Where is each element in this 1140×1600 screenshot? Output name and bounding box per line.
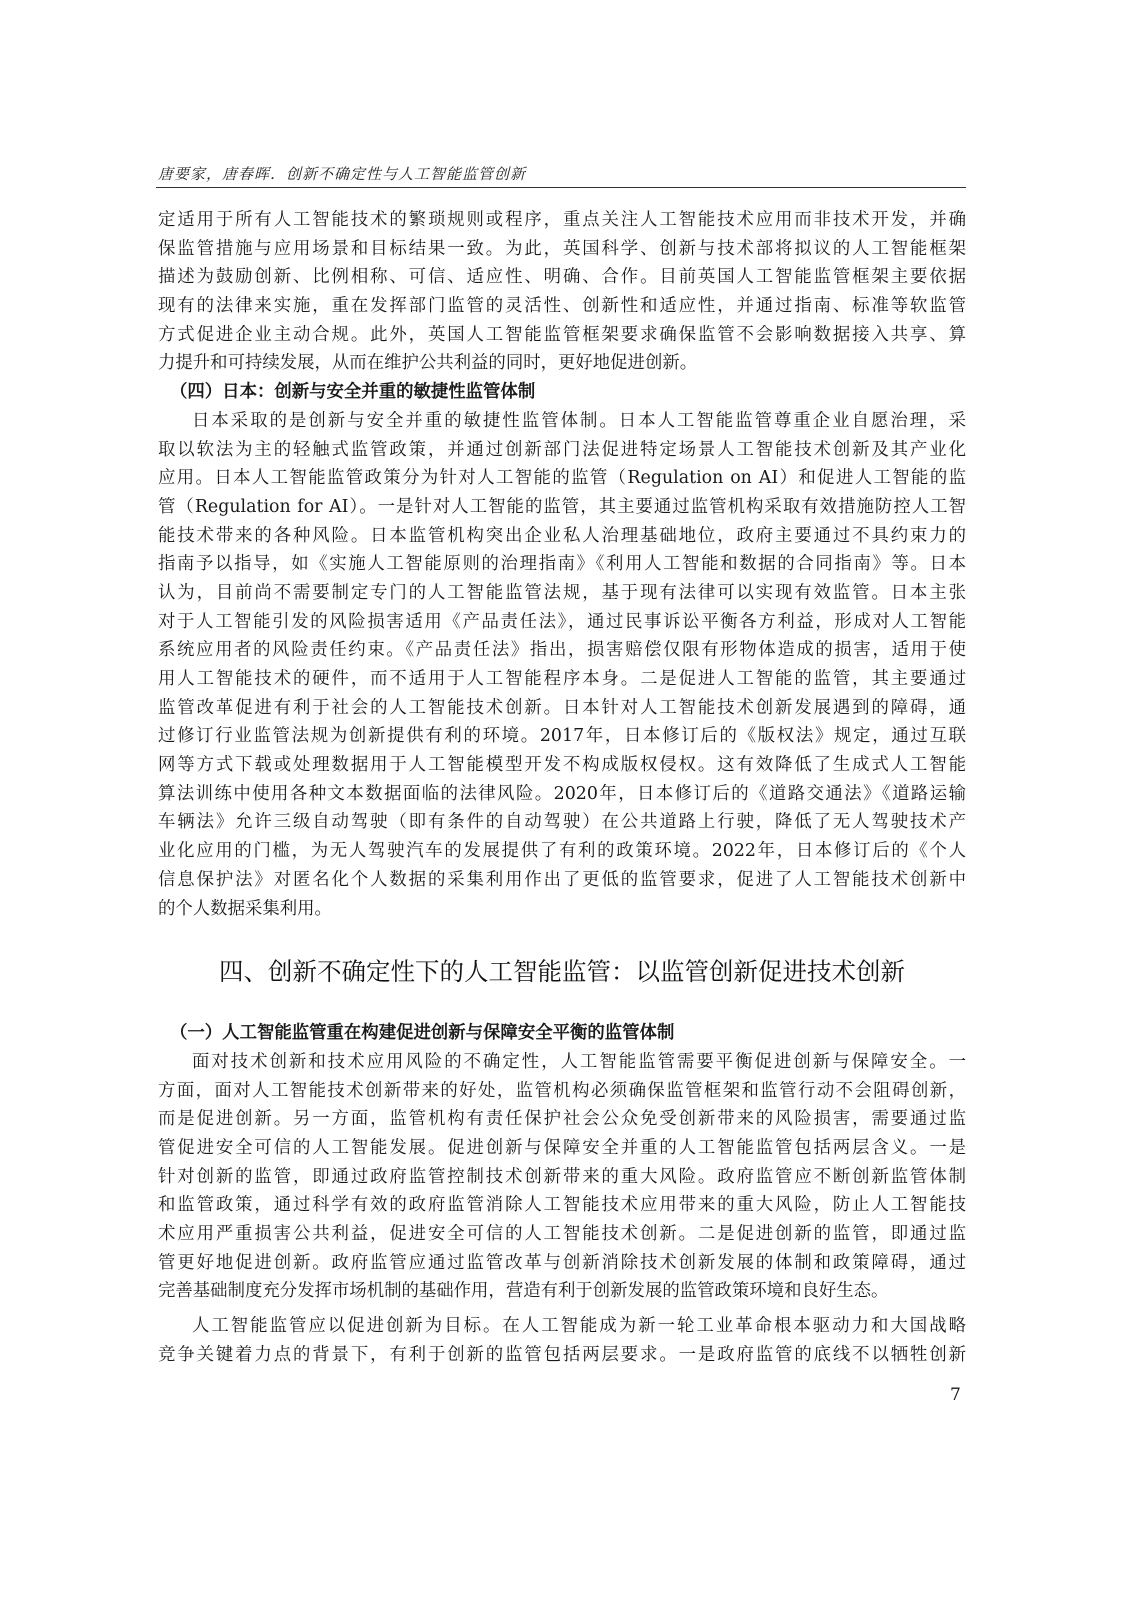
- paragraph-uk: [158, 206, 966, 378]
- text-line: 管更好地促进创新。政府监管应通过监管改革与创新消除技术创新发展的体制和政策障碍，通过: [158, 1252, 966, 1273]
- text-line: 管促进安全可信的人工智能发展。促进创新与保障安全并重的人工智能监管包括两层含义。一是: [158, 1137, 966, 1158]
- text-line: 指南予以指导，如《实施人工智能原则的治理指南》《利用人工智能和数据的合同指南》等。日本: [158, 554, 966, 575]
- text-line: 竞争关键着力点的背景下，有利于创新的监管包括两层要求。一是政府监管的底线不以牺牲创新: [158, 1344, 966, 1365]
- text-line: 算法训练中使用各种文本数据面临的法律风险。2020年，日本修订后的《道路交通法》《道路运输: [158, 783, 966, 804]
- text-line: 车辆法》允许三级自动驾驶（即有条件的自动驾驶）在公共道路上行驶，降低了无人驾驶技术产: [158, 812, 966, 833]
- running-header: 唐要家，唐春晖．创新不确定性与人工智能监管创新: [158, 165, 527, 183]
- text-line: 网等方式下载或处理数据用于人工智能模型开发不构成版权侵权。这有效降低了生成式人工智能: [158, 755, 966, 776]
- text-line: 用人工智能技术的硬件，而不适用于人工智能程序本身。二是促进人工智能的监管，其主要通过: [158, 669, 966, 689]
- text-line: 的个人数据采集利用。: [158, 898, 332, 919]
- text-line: 人工智能监管应以促进创新为目标。在人工智能成为新一轮工业革命根本驱动力和大国战略: [192, 1316, 966, 1337]
- text-line: 保监管措施与应用场景和目标结果一致。为此，英国科学、创新与技术部将拟议的人工智能框架: [158, 238, 966, 259]
- subsection-heading-balance: （一）人工智能监管重在构建促进创新与保障安全平衡的监管体制: [170, 1023, 675, 1044]
- text-line: 针对创新的监管，即通过政府监管控制技术创新带来的重大风险。政府监管应不断创新监管体制: [158, 1166, 966, 1187]
- text-line: 业化应用的门槛，为无人驾驶汽车的发展提供了有利的政策环境。2022年，日本修订后的《个人: [158, 841, 966, 862]
- paragraph-innovation-goal: [158, 1312, 966, 1369]
- text-line: 方面，面对人工智能技术创新带来的好处，监管机构必须确保监管框架和监管行动不会阻碍创新，: [158, 1080, 966, 1101]
- text-line: 和监管政策，通过科学有效的政府监管消除人工智能技术应用带来的重大风险，防止人工智能技: [158, 1195, 966, 1216]
- page-number: 7: [950, 1385, 961, 1405]
- paragraph-balance: [158, 1048, 966, 1306]
- body-text: [158, 206, 966, 1369]
- text-line: 现有的法律来实施，重在发挥部门监管的灵活性、创新性和适应性，并通过指南、标准等软监管: [158, 296, 966, 317]
- text-line: 完善基础制度充分发挥市场机制的基础作用，营造有利于创新发展的监管政策环境和良好生态。: [158, 1281, 889, 1302]
- text-line: 监管改革促进有利于社会的人工智能技术创新。日本针对人工智能技术创新发展遇到的障碍，通: [158, 697, 966, 718]
- text-line: 而是促进创新。另一方面，监管机构有责任保护社会公众免受创新带来的风险损害，需要通过监: [158, 1109, 966, 1130]
- section-title: 四、创新不确定性下的人工智能监管：以监管创新促进技术创新: [219, 957, 905, 987]
- paragraph-japan: [158, 407, 966, 923]
- text-line: 力提升和可持续发展，从而在维护公共利益的同时，更好地促进创新。: [158, 353, 698, 374]
- text-line: 术应用严重损害公共利益，促进安全可信的人工智能技术创新。二是促进创新的监管，即通过监: [158, 1224, 966, 1244]
- text-line: 取以软法为主的轻触式监管政策，并通过创新部门法促进特定场景人工智能技术创新及其产业化: [158, 439, 966, 460]
- text-line: 面对技术创新和技术应用风险的不确定性，人工智能监管需要平衡促进创新与保障安全。一: [192, 1051, 966, 1072]
- text-line: 应用。日本人工智能监管政策分为针对人工智能的监管（Regulation on AI）和促进人工智能的监: [158, 468, 966, 489]
- header-rule: [156, 187, 966, 188]
- subsection-heading-japan: （四）日本：创新与安全并重的敏捷性监管体制: [170, 382, 536, 403]
- text-line: 能技术带来的各种风险。日本监管机构突出企业私人治理基础地位，政府主要通过不具约束力的: [158, 525, 966, 546]
- text-line: 信息保护法》对匿名化个人数据的采集利用作出了更低的监管要求，促进了人工智能技术创新中: [158, 869, 966, 890]
- text-line: 过修订行业监管法规为创新提供有利的环境。2017年，日本修订后的《版权法》规定，通过互联: [158, 726, 966, 747]
- text-line: 日本采取的是创新与安全并重的敏捷性监管体制。日本人工智能监管尊重企业自愿治理，采: [192, 410, 966, 431]
- text-line: 管（Regulation for AI）。一是针对人工智能的监管，其主要通过监管机构采取有效措施防控人工智: [158, 496, 966, 517]
- text-line: 定适用于所有人工智能技术的繁琐规则或程序，重点关注人工智能技术应用而非技术开发，并确: [158, 210, 966, 230]
- text-line: 方式促进企业主动合规。此外，英国人工智能监管框架要求确保监管不会影响数据接入共享、算: [158, 324, 966, 345]
- text-line: 描述为鼓励创新、比例相称、可信、适应性、明确、合作。目前英国人工智能监管框架主要依据: [158, 267, 966, 288]
- text-line: 认为，目前尚不需要制定专门的人工智能监管法规，基于现有法律可以实现有效监管。日本主张: [158, 582, 966, 603]
- text-line: 系统应用者的风险责任约束。《产品责任法》指出，损害赔偿仅限有形物体造成的损害，适用于使: [158, 640, 966, 661]
- text-line: 对于人工智能引发的风险损害适用《产品责任法》，通过民事诉讼平衡各方利益，形成对人工智能: [158, 611, 966, 632]
